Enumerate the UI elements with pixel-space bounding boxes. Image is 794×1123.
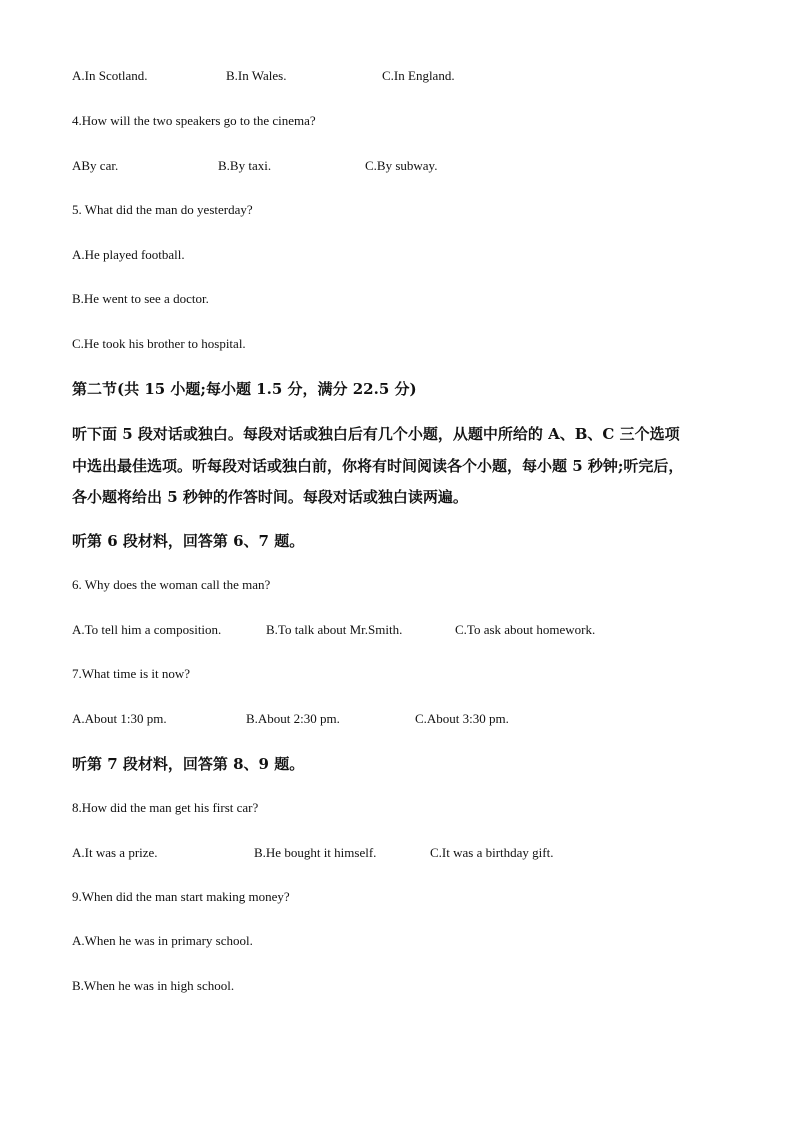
q5-option-a: A.He played football. xyxy=(72,247,185,262)
q8-question: 8.How did the man get his first car? xyxy=(72,800,259,815)
q8-option-b: B.He bought it himself. xyxy=(254,845,377,860)
q5-option-c: C.He took his brother to hospital. xyxy=(72,336,246,351)
q7-option-c: C.About 3:30 pm. xyxy=(415,711,509,726)
q9-option-b: B.When he was in high school. xyxy=(72,978,235,993)
q6-option-c: C.To ask about homework. xyxy=(455,622,596,637)
q8-option-c: C.It was a birthday gift. xyxy=(430,845,554,860)
q7-option-a: A.About 1:30 pm. xyxy=(72,711,167,726)
section2-instruction-line2: 中选出最佳选项。听每段对话或独白前，你将有时间阅读各个小题，每小题 5 秒钟;听完后， xyxy=(72,457,684,475)
material6-heading: 听第 6 段材料，回答第 6、7 题。 xyxy=(72,532,305,550)
q3-option-a: A.In Scotland. xyxy=(72,68,148,83)
material7-heading: 听第 7 段材料，回答第 8、9 题。 xyxy=(72,755,305,773)
q9-option-a: A.When he was in primary school. xyxy=(72,933,253,948)
q3-option-c: C.In England. xyxy=(382,68,455,83)
q7-option-b: B.About 2:30 pm. xyxy=(246,711,340,726)
q3-option-b: B.In Wales. xyxy=(226,68,287,83)
q4-option-b: B.By taxi. xyxy=(218,158,272,173)
q4-option-c: C.By subway. xyxy=(365,158,438,173)
q6-option-b: B.To talk about Mr.Smith. xyxy=(266,622,403,637)
q4-question: 4.How will the two speakers go to the cinema? xyxy=(72,113,316,128)
section2-heading: 第二节(共 15 小题;每小题 1.5 分，满分 22.5 分) xyxy=(72,380,417,398)
q4-option-a: ABy car. xyxy=(72,158,119,173)
section2-instruction-line3: 各小题将给出 5 秒钟的作答时间。每段对话或独白读两遍。 xyxy=(72,488,468,506)
q5-question: 5. What did the man do yesterday? xyxy=(72,202,253,217)
q9-question: 9.When did the man start making money? xyxy=(72,889,290,904)
q6-question: 6. Why does the woman call the man? xyxy=(72,577,271,592)
section2-instruction-line1: 听下面 5 段对话或独白。每段对话或独白后有几个小题，从题中所给的 A、B、C 三个选项 xyxy=(72,425,680,443)
q6-option-a: A.To tell him a composition. xyxy=(72,622,222,637)
q8-option-a: A.It was a prize. xyxy=(72,845,158,860)
q5-option-b: B.He went to see a doctor. xyxy=(72,291,209,306)
q7-question: 7.What time is it now? xyxy=(72,666,191,681)
